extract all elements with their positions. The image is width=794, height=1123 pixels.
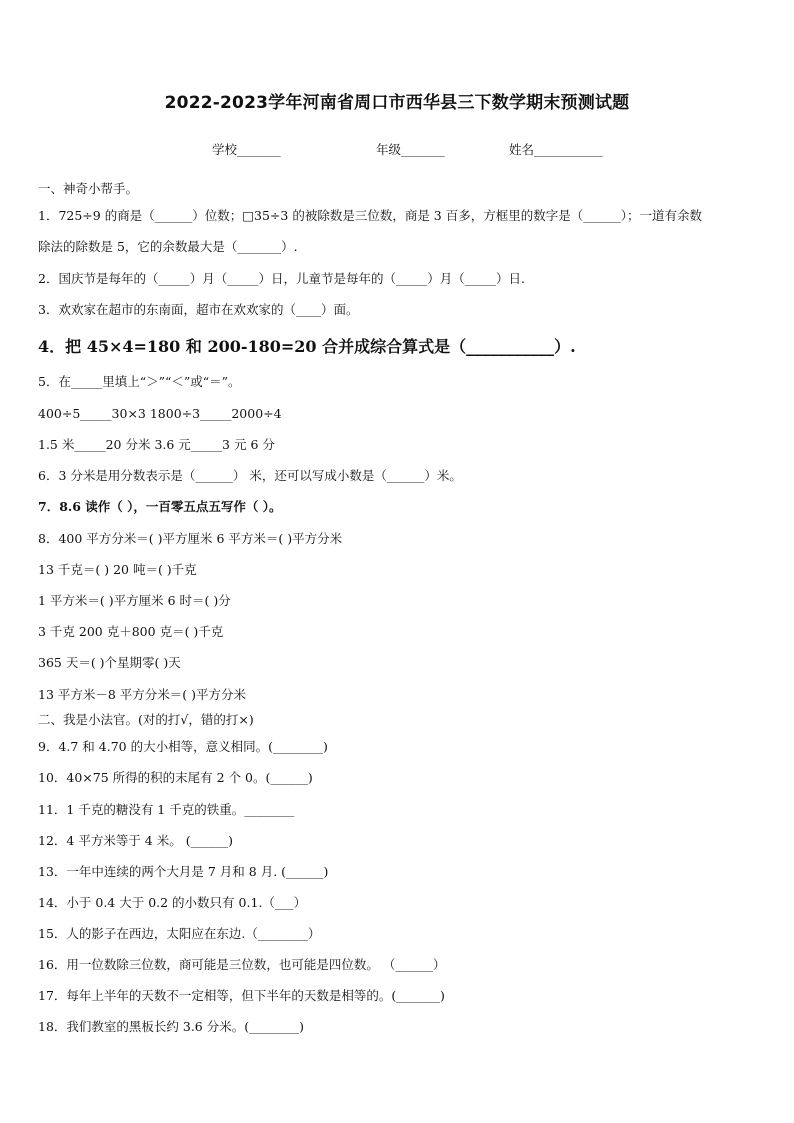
question-5: 5．在_____里填上“＞”“＜”或“＝”。	[38, 374, 241, 389]
section-heading-2: 二、我是小法官。(对的打√，错的打×)	[38, 712, 254, 727]
question-13: 13．一年中连续的两个大月是 7 月和 8 月. (______)	[38, 864, 329, 879]
question-8-row-4: 3 千克 200 克＋800 克＝( )千克	[38, 624, 224, 639]
school-field: 学校_______	[212, 142, 281, 157]
question-4: 4．把 45×4=180 和 200-180=20 合并成综合算式是（___________）.	[38, 337, 576, 356]
question-6: 6．3 分米是用分数表示是（______） 米，还可以写成小数是（______）米。	[38, 468, 462, 483]
question-8-row-2: 13 千克＝( ) 20 吨＝( )千克	[38, 562, 197, 577]
question-7: 7．8.6 读作（ ），一百零五点五写作（ ）。	[38, 499, 282, 514]
question-17: 17．每年上半年的天数不一定相等，但下半年的天数是相等的。(_______)	[38, 988, 445, 1003]
question-5-row-2: 1.5 米_____20 分米 3.6 元_____3 元 6 分	[38, 437, 275, 452]
question-5-row-1: 400÷5_____30×3 1800÷3_____2000÷4	[38, 406, 282, 421]
question-8-row-3: 1 平方米＝( )平方厘米 6 时＝( )分	[38, 593, 231, 608]
section-heading-1: 一、神奇小帮手。	[38, 181, 139, 196]
question-10: 10．40×75 所得的积的末尾有 2 个 0。(______)	[38, 770, 313, 785]
question-8-row-5: 365 天＝( )个星期零( )天	[38, 655, 181, 670]
question-14: 14．小于 0.4 大于 0.2 的小数只有 0.1.（___）	[38, 895, 307, 910]
question-15: 15．人的影子在西边，太阳应在东边.（________）	[38, 926, 321, 941]
question-12: 12．4 平方米等于 4 米。 (______)	[38, 833, 233, 848]
question-11: 11．1 千克的糖没有 1 千克的铁重。________	[38, 802, 295, 817]
grade-field: 年级_______	[376, 142, 445, 157]
question-16: 16．用一位数除三位数，商可能是三位数，也可能是四位数。 （______）	[38, 957, 446, 972]
question-2: 2．国庆节是每年的（_____）月（_____）日，儿童节是每年的（_____）月（_____）日.	[38, 271, 525, 286]
name-field: 姓名___________	[509, 142, 603, 157]
question-8: 8．400 平方分米＝( )平方厘米 6 平方米＝( )平方分米	[38, 531, 343, 546]
question-18: 18．我们教室的黑板长约 3.6 分米。(________)	[38, 1019, 304, 1034]
question-8-row-6: 13 平方米－8 平方分米＝( )平方分米	[38, 687, 247, 702]
question-9: 9．4.7 和 4.70 的大小相等，意义相同。(________)	[38, 739, 328, 754]
question-1-line-1: 1．725÷9 的商是（______）位数；□35÷3 的被除数是三位数，商是 3 百多，方框里的数字是（______）；一道有余数	[38, 208, 702, 223]
page-title: 2022-2023学年河南省周口市西华县三下数学期末预测试题	[164, 93, 630, 113]
question-3: 3．欢欢家在超市的东南面，超市在欢欢家的（____）面。	[38, 302, 359, 317]
question-1-line-2: 除法的除数是 5，它的余数最大是（_______）.	[38, 239, 298, 254]
